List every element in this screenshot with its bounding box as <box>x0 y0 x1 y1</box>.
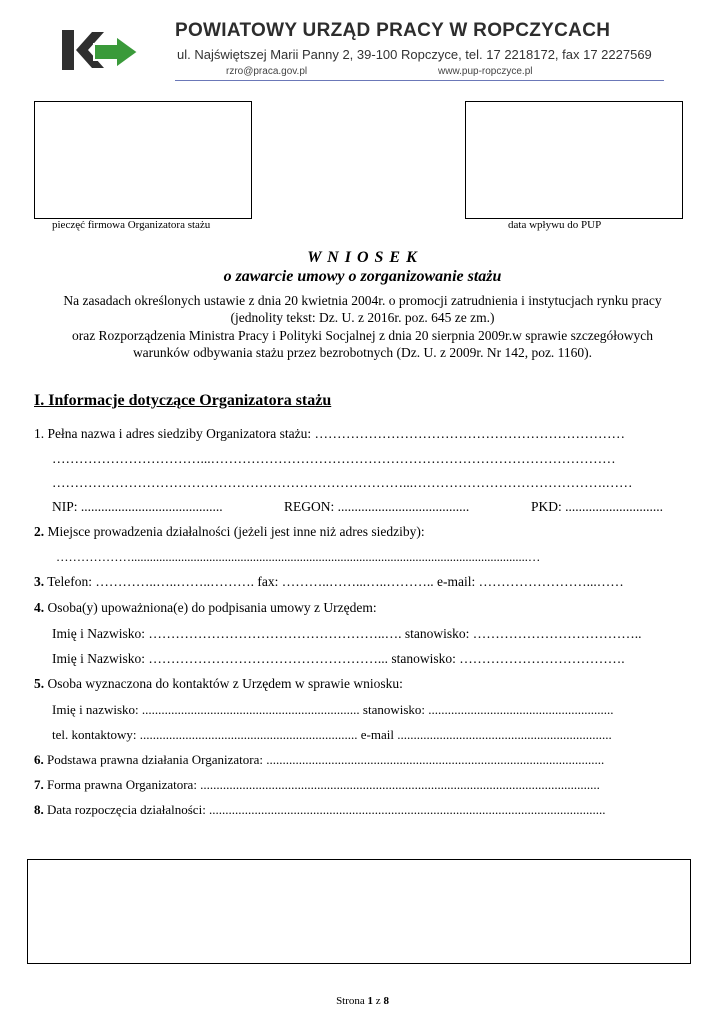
field-full-name-line-3[interactable]: ……………………………………………………………………...…………………………………….…… <box>52 475 633 490</box>
company-stamp-box <box>34 101 252 219</box>
field-2-number: 2. <box>34 524 45 539</box>
field-8-number: 8. <box>34 802 44 817</box>
contact-person-name[interactable]: Imię i nazwisko: ................................................................... stanowisko: ......................................................... <box>52 702 614 717</box>
field-6-number: 6. <box>34 752 44 767</box>
field-7-label: Forma prawna Organizatora: ........................................................................................................................... <box>43 777 600 792</box>
institution-address: ul. Najświętszej Marii Panny 2, 39-100 Ropczyce, tel. 17 2218172, fax 17 2227569 <box>177 47 652 62</box>
receipt-date-caption: data wpływu do PUP <box>508 219 602 231</box>
company-stamp-caption: pieczęć firmowa Organizatora stażu <box>52 219 211 231</box>
section-title: I. Informacje dotyczące Organizatora stażu <box>34 392 332 409</box>
field-contact-person <box>34 676 403 692</box>
institution-email-link[interactable]: rzro@praca.gov.pl <box>226 66 308 77</box>
field-contact-phone-fax-email[interactable] <box>34 574 624 590</box>
field-7-number: 7. <box>34 777 44 792</box>
field-5-label: Osoba wyznaczona do kontaktów z Urzędem w sprawie wniosku: <box>44 676 403 691</box>
page-current: 1 <box>367 995 374 1007</box>
field-full-name[interactable] <box>34 426 625 442</box>
legal-basis-line-2: (jednolity tekst: Dz. U. z 2016r. poz. 645 ze zm.) <box>230 310 495 325</box>
bottom-info-box <box>27 859 691 964</box>
header-divider <box>175 80 664 81</box>
field-5-number: 5. <box>34 676 45 691</box>
legal-basis-line-3: oraz Rozporządzenia Ministra Pracy i Polityki Socjalnej z dnia 20 sierpnia 2009r.w sprawie szczegółowych <box>71 328 654 343</box>
field-8-label: Data rozpoczęcia działalności: .......................................................................................................................... <box>43 802 606 817</box>
field-pkd[interactable]: PKD: ............................. <box>531 499 664 514</box>
authorized-person-1[interactable]: Imię i Nazwisko: ……………………………………………..…. stanowisko: ……………………………….. <box>52 626 642 641</box>
institution-name: POWIATOWY URZĄD PRACY W ROPCZYCACH <box>175 20 611 41</box>
field-nip[interactable]: NIP: .......................................... <box>52 499 223 514</box>
field-regon[interactable]: REGON: ....................................... <box>284 499 470 514</box>
field-4-number: 4. <box>34 600 45 615</box>
legal-basis-line-1: Na zasadach określonych ustawie z dnia 20 kwietnia 2004r. o promocji zatrudnienia i instytucjach rynku pracy <box>63 293 662 308</box>
field-4-label: Osoba(y) upoważniona(e) do podpisania umowy z Urzędem: <box>44 600 377 615</box>
receipt-date-box <box>465 101 683 219</box>
field-2-label: Miejsce prowadzenia działalności (jeżeli jest inne niż adres siedziby): <box>44 524 425 539</box>
legal-basis-line-4: warunków odbywania stażu przez bezrobotnych (Dz. U. z 2009r. Nr 142, poz. 1160). <box>132 345 593 360</box>
institution-website-link[interactable]: www.pup-ropczyce.pl <box>438 66 533 77</box>
field-3-label: Telefon: …………..…..……..………. fax: ………..……...…..……….. e-mail: ……………………...…… <box>44 574 624 589</box>
field-start-date[interactable] <box>34 802 606 818</box>
page-label: Strona <box>336 995 365 1007</box>
page-total: 8 <box>383 995 389 1007</box>
field-legal-basis[interactable] <box>34 752 604 768</box>
field-3-number: 3. <box>34 574 45 589</box>
field-business-location <box>34 524 425 540</box>
page-separator: z <box>375 995 381 1007</box>
field-1-number: 1 <box>34 426 41 441</box>
pup-logo-icon <box>58 26 142 74</box>
page-indicator <box>0 995 725 1007</box>
field-authorized-persons <box>34 600 377 616</box>
field-business-location-line[interactable]: ………………...............................................................................................................................… <box>56 550 541 564</box>
field-1-label: . Pełna nazwa i adres siedziby Organizatora stażu: …………………………………………………………… <box>40 426 626 441</box>
field-6-label: Podstawa prawna działania Organizatora: ........................................................................................................ <box>43 752 605 767</box>
form-title: W N I O S E K <box>307 249 418 266</box>
authorized-person-2[interactable]: Imię i Nazwisko: ……………………………………………... stanowisko: ………………………………. <box>52 651 625 666</box>
contact-person-phone-email[interactable]: tel. kontaktowy: ................................................................... e-mail .................................................................. <box>52 727 612 742</box>
field-legal-form[interactable] <box>34 777 600 793</box>
form-subtitle: o zawarcie umowy o zorganizowanie stażu <box>223 268 502 285</box>
field-full-name-line-2[interactable]: ……………………………...……………………………………………………………………………… <box>52 451 616 466</box>
